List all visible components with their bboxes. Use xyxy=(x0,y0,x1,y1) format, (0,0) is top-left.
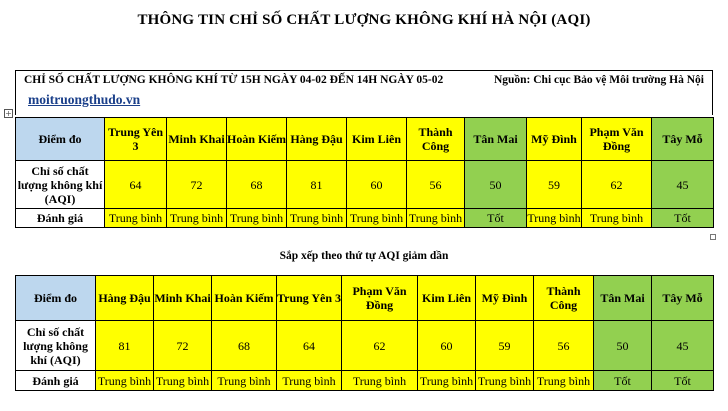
aqi-value: 62 xyxy=(582,161,652,209)
station-name: Hàng Đậu xyxy=(96,276,154,321)
aqi-value: 62 xyxy=(342,321,418,371)
station-name: Minh Khai xyxy=(154,276,212,321)
aqi-rating: Trung bình xyxy=(418,371,476,391)
aqi-value: 72 xyxy=(154,321,212,371)
aqi-rating: Trung bình xyxy=(154,371,212,391)
aqi-value: 60 xyxy=(347,161,407,209)
aqi-row-label: Chỉ số chất lượng không khí (AQI) xyxy=(16,321,96,371)
aqi-rating: Tốt xyxy=(465,209,527,228)
aqi-rating: Trung bình xyxy=(527,209,582,228)
table-resize-handle[interactable] xyxy=(710,234,716,240)
aqi-value: 72 xyxy=(167,161,227,209)
station-name: Phạm Văn Đồng xyxy=(342,276,418,321)
aqi-value: 81 xyxy=(96,321,154,371)
aqi-value: 60 xyxy=(418,321,476,371)
aqi-value-row xyxy=(16,321,714,371)
aqi-value-row xyxy=(16,161,714,209)
station-name: Minh Khai xyxy=(167,118,227,161)
aqi-value: 45 xyxy=(652,161,714,209)
aqi-rating: Trung bình xyxy=(96,371,154,391)
station-name: Trung Yên 3 xyxy=(277,276,342,321)
aqi-rating: Tốt xyxy=(594,371,652,391)
aqi-value: 50 xyxy=(594,321,652,371)
aqi-rating: Trung bình xyxy=(277,371,342,391)
aqi-sorted-table xyxy=(15,275,714,391)
table-move-handle-icon[interactable]: + xyxy=(5,109,12,118)
aqi-value: 59 xyxy=(476,321,534,371)
station-name: Trung Yên 3 xyxy=(105,118,167,161)
aqi-rating: Trung bình xyxy=(342,371,418,391)
aqi-rating: Trung bình xyxy=(582,209,652,228)
station-name: Kim Liên xyxy=(347,118,407,161)
station-name: Phạm Văn Đồng xyxy=(582,118,652,161)
aqi-value: 56 xyxy=(407,161,465,209)
report-source: Nguồn: Chi cục Bảo vệ Môi trường Hà Nội xyxy=(493,74,704,86)
station-name: Thành Công xyxy=(534,276,594,321)
aqi-rating: Tốt xyxy=(652,371,714,391)
station-name: Hoàn Kiếm xyxy=(227,118,287,161)
aqi-value: 56 xyxy=(534,321,594,371)
corner-label: Điểm đo xyxy=(16,276,96,321)
station-header-row xyxy=(16,276,714,321)
station-name: Tây Mỗ xyxy=(652,276,714,321)
aqi-value: 64 xyxy=(105,161,167,209)
rating-row xyxy=(16,209,714,228)
aqi-value: 45 xyxy=(652,321,714,371)
report-period: CHỈ SỐ CHẤT LƯỢNG KHÔNG KHÍ TỪ 15H NGÀY 04-02 ĐẾN 14H NGÀY 05-02 xyxy=(24,74,444,86)
station-header-row xyxy=(16,118,714,161)
station-name: Tân Mai xyxy=(594,276,652,321)
report-header xyxy=(15,70,713,115)
station-name: Hoàn Kiếm xyxy=(212,276,277,321)
rating-row-label: Đánh giá xyxy=(16,371,96,391)
station-name: Thành Công xyxy=(407,118,465,161)
aqi-rating: Trung bình xyxy=(212,371,277,391)
page-title: THÔNG TIN CHỈ SỐ CHẤT LƯỢNG KHÔNG KHÍ HÀ NỘI (AQI) xyxy=(137,12,591,28)
rating-row xyxy=(16,371,714,391)
corner-label: Điểm đo xyxy=(16,118,105,161)
station-name: Hàng Đậu xyxy=(287,118,347,161)
aqi-rating: Trung bình xyxy=(534,371,594,391)
aqi-rating: Trung bình xyxy=(287,209,347,228)
aqi-value: 50 xyxy=(465,161,527,209)
aqi-value: 81 xyxy=(287,161,347,209)
website-link[interactable]: moitruongthudo.vn xyxy=(28,92,141,107)
rating-row-label: Đánh giá xyxy=(16,209,105,228)
aqi-value: 59 xyxy=(527,161,582,209)
aqi-rating: Trung bình xyxy=(105,209,167,228)
aqi-table xyxy=(15,117,714,228)
aqi-rating: Tốt xyxy=(652,209,714,228)
aqi-rating: Trung bình xyxy=(167,209,227,228)
station-name: Mỹ Đình xyxy=(476,276,534,321)
aqi-rating: Trung bình xyxy=(347,209,407,228)
station-name: Tân Mai xyxy=(465,118,527,161)
aqi-rating: Trung bình xyxy=(407,209,465,228)
aqi-value: 68 xyxy=(212,321,277,371)
station-name: Kim Liên xyxy=(418,276,476,321)
aqi-row-label: Chỉ số chất lượng không khí (AQI) xyxy=(16,161,105,209)
aqi-rating: Trung bình xyxy=(227,209,287,228)
station-name: Mỹ Đình xyxy=(527,118,582,161)
station-name: Tây Mỗ xyxy=(652,118,714,161)
aqi-value: 64 xyxy=(277,321,342,371)
aqi-value: 68 xyxy=(227,161,287,209)
sorted-caption: Sắp xếp theo thứ tự AQI giảm dần xyxy=(279,250,449,262)
aqi-rating: Trung bình xyxy=(476,371,534,391)
